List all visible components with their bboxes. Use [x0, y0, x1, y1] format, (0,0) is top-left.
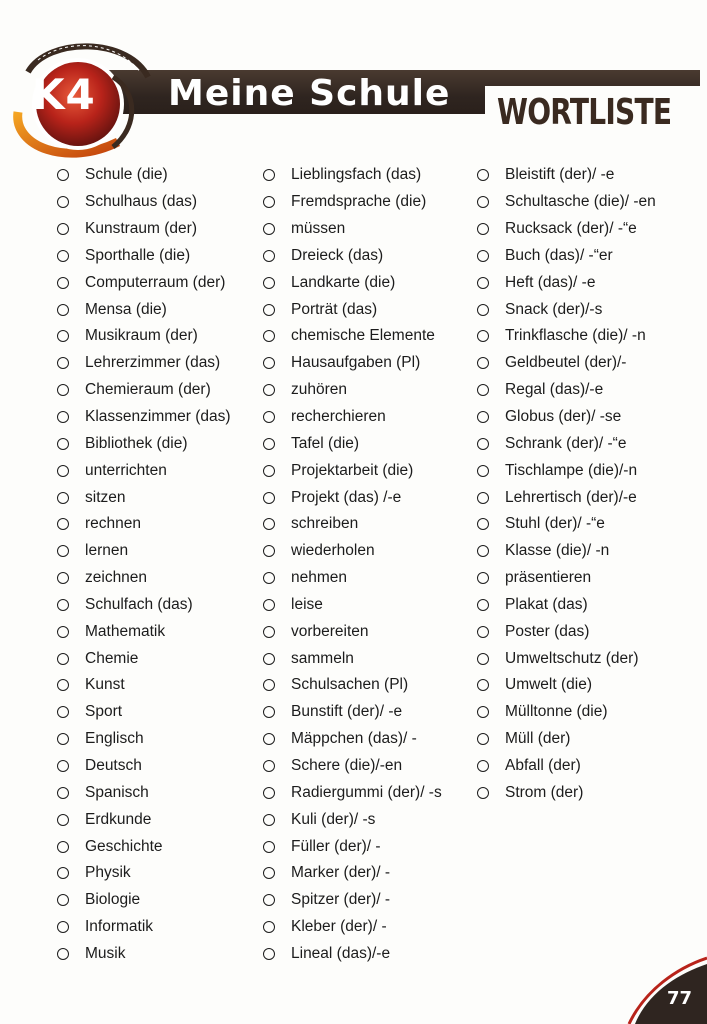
word-label: Schulhaus (das): [85, 193, 198, 211]
list-item: [57, 243, 231, 270]
word-label: rechnen: [85, 515, 142, 533]
checkbox-circle-icon[interactable]: [477, 357, 489, 369]
list-item: [57, 323, 231, 350]
word-label: Trinkflasche (die)/ -n: [505, 327, 646, 345]
checkbox-circle-icon[interactable]: [263, 572, 275, 584]
list-item: [477, 592, 656, 619]
chapter-badge-label: K4: [32, 70, 96, 119]
word-label: Lehrerzimmer (das): [85, 354, 221, 372]
checkbox-circle-icon[interactable]: [263, 277, 275, 289]
checkbox-circle-icon[interactable]: [477, 572, 489, 584]
checkbox-circle-icon[interactable]: [57, 841, 69, 853]
checkbox-circle-icon[interactable]: [57, 760, 69, 772]
checkbox-circle-icon[interactable]: [477, 411, 489, 423]
list-item: [57, 296, 231, 323]
word-label: Snack (der)/-s: [505, 300, 603, 318]
list-item: [57, 860, 231, 887]
word-column-3: [477, 162, 656, 806]
checkbox-circle-icon[interactable]: [263, 867, 275, 879]
word-label: sammeln: [291, 649, 354, 667]
word-label: Mäppchen (das)/ -: [291, 730, 417, 748]
list-item: [477, 296, 656, 323]
list-item: [263, 753, 442, 780]
word-label: Tischlampe (die)/-n: [505, 461, 638, 479]
word-label: Geschichte: [85, 837, 163, 855]
list-item: [263, 269, 442, 296]
word-label: Rucksack (der)/ -“e: [505, 220, 637, 238]
word-label: Mathematik: [85, 622, 166, 640]
list-item: [263, 296, 442, 323]
list-item: [57, 538, 231, 565]
word-label: Projektarbeit (die): [291, 461, 414, 479]
checkbox-circle-icon[interactable]: [57, 867, 69, 879]
word-label: lernen: [85, 542, 129, 560]
word-label: Porträt (das): [291, 300, 378, 318]
word-label: Lineal (das)/-e: [291, 944, 391, 962]
list-item: [477, 162, 656, 189]
word-label: Sport: [85, 703, 123, 721]
checkbox-circle-icon[interactable]: [57, 169, 69, 181]
list-item: [57, 162, 231, 189]
list-item: [477, 430, 656, 457]
word-label: Erdkunde: [85, 810, 152, 828]
word-label: präsentieren: [505, 569, 592, 587]
checkbox-circle-icon[interactable]: [263, 599, 275, 611]
list-item: [477, 565, 656, 592]
word-label: sitzen: [85, 488, 126, 506]
word-label: Heft (das)/ -e: [505, 273, 596, 291]
word-label: Computerraum (der): [85, 273, 226, 291]
list-item: [477, 216, 656, 243]
list-item: [57, 887, 231, 914]
list-item: [263, 404, 442, 431]
word-label: Buch (das)/ -“er: [505, 246, 613, 264]
word-label: Klasse (die)/ -n: [505, 542, 610, 560]
checkbox-circle-icon[interactable]: [57, 894, 69, 906]
checkbox-circle-icon[interactable]: [57, 223, 69, 235]
list-item: [57, 189, 231, 216]
word-label: Schere (die)/-en: [291, 756, 403, 774]
word-label: Stuhl (der)/ -“e: [505, 515, 605, 533]
checkbox-circle-icon[interactable]: [263, 545, 275, 557]
checkbox-circle-icon[interactable]: [263, 733, 275, 745]
word-label: Bleistift (der)/ -e: [505, 166, 615, 184]
list-item: [57, 645, 231, 672]
list-item: [263, 538, 442, 565]
list-item: [263, 726, 442, 753]
list-item: [57, 511, 231, 538]
checkbox-circle-icon[interactable]: [477, 787, 489, 799]
list-item: [57, 779, 231, 806]
word-label: Bibliothek (die): [85, 434, 188, 452]
checkbox-circle-icon[interactable]: [57, 518, 69, 530]
word-label: nehmen: [291, 569, 348, 587]
list-item: [263, 860, 442, 887]
word-label: Lehrertisch (der)/-e: [505, 488, 637, 506]
checkbox-circle-icon[interactable]: [263, 653, 275, 665]
list-item: [57, 672, 231, 699]
checkbox-circle-icon[interactable]: [477, 626, 489, 638]
checkbox-circle-icon[interactable]: [477, 760, 489, 772]
list-item: [263, 430, 442, 457]
list-item: [477, 618, 656, 645]
word-label: Klassenzimmer (das): [85, 408, 231, 426]
word-label: Umwelt (die): [505, 676, 592, 694]
checkbox-circle-icon[interactable]: [57, 921, 69, 933]
list-item: [477, 538, 656, 565]
list-item: [477, 699, 656, 726]
checkbox-circle-icon[interactable]: [477, 169, 489, 181]
word-label: Musik: [85, 944, 126, 962]
checkbox-circle-icon[interactable]: [57, 196, 69, 208]
checkbox-circle-icon[interactable]: [57, 492, 69, 504]
list-item: [263, 377, 442, 404]
word-label: vorbereiten: [291, 622, 369, 640]
word-label: zeichnen: [85, 569, 148, 587]
word-label: Regal (das)/-e: [505, 381, 604, 399]
wortliste-heading: WORTLISTE: [497, 92, 672, 133]
list-item: [263, 940, 442, 967]
word-label: Kunst: [85, 676, 125, 694]
checkbox-circle-icon[interactable]: [57, 626, 69, 638]
checkbox-circle-icon[interactable]: [263, 814, 275, 826]
word-label: recherchieren: [291, 408, 386, 426]
word-label: Lieblingsfach (das): [291, 166, 422, 184]
list-item: [263, 592, 442, 619]
checkbox-circle-icon[interactable]: [477, 196, 489, 208]
word-label: Chemie: [85, 649, 139, 667]
word-label: Füller (der)/ -: [291, 837, 381, 855]
word-label: Kunstraum (der): [85, 220, 197, 238]
word-label: Umweltschutz (der): [505, 649, 639, 667]
list-item: [263, 243, 442, 270]
list-item: [57, 350, 231, 377]
checkbox-circle-icon[interactable]: [477, 599, 489, 611]
list-item: [477, 484, 656, 511]
checkbox-circle-icon[interactable]: [57, 250, 69, 262]
checkbox-circle-icon[interactable]: [57, 465, 69, 477]
page-number: 77: [667, 988, 693, 1009]
checkbox-circle-icon[interactable]: [263, 411, 275, 423]
word-label: Schultasche (die)/ -en: [505, 193, 656, 211]
word-label: Bunstift (der)/ -e: [291, 703, 403, 721]
checkbox-circle-icon[interactable]: [477, 250, 489, 262]
word-column-2: [263, 162, 442, 967]
list-item: [477, 350, 656, 377]
list-item: [263, 484, 442, 511]
page-title: Meine Schule: [168, 73, 451, 114]
list-item: [477, 753, 656, 780]
checkbox-circle-icon[interactable]: [477, 330, 489, 342]
checkbox-circle-icon[interactable]: [477, 679, 489, 691]
checkbox-circle-icon[interactable]: [263, 894, 275, 906]
checkbox-circle-icon[interactable]: [263, 250, 275, 262]
word-label: Landkarte (die): [291, 273, 396, 291]
list-item: [263, 350, 442, 377]
list-item: [263, 457, 442, 484]
word-label: wiederholen: [291, 542, 375, 560]
word-label: Mensa (die): [85, 300, 167, 318]
list-item: [477, 457, 656, 484]
list-item: [477, 189, 656, 216]
word-label: Abfall (der): [505, 756, 581, 774]
checkbox-circle-icon[interactable]: [57, 814, 69, 826]
checkbox-circle-icon[interactable]: [477, 492, 489, 504]
list-item: [263, 189, 442, 216]
list-item: [477, 404, 656, 431]
word-label: Physik: [85, 864, 131, 882]
list-item: [57, 618, 231, 645]
checkbox-circle-icon[interactable]: [263, 357, 275, 369]
checkbox-circle-icon[interactable]: [57, 653, 69, 665]
checkbox-circle-icon[interactable]: [477, 706, 489, 718]
checkbox-circle-icon[interactable]: [57, 733, 69, 745]
list-item: [263, 672, 442, 699]
word-label: Schule (die): [85, 166, 168, 184]
word-label: Tafel (die): [291, 434, 360, 452]
list-item: [57, 914, 231, 941]
checkbox-circle-icon[interactable]: [477, 223, 489, 235]
checkbox-circle-icon[interactable]: [263, 492, 275, 504]
checkbox-circle-icon[interactable]: [263, 706, 275, 718]
list-item: [57, 833, 231, 860]
list-item: [477, 323, 656, 350]
word-label: Plakat (das): [505, 595, 588, 613]
list-item: [57, 404, 231, 431]
word-label: Radiergummi (der)/ -s: [291, 783, 442, 801]
checkbox-circle-icon[interactable]: [477, 438, 489, 450]
checkbox-circle-icon[interactable]: [477, 653, 489, 665]
word-label: Müll (der): [505, 730, 571, 748]
word-label: müssen: [291, 220, 346, 238]
list-item: [477, 779, 656, 806]
checkbox-circle-icon[interactable]: [57, 572, 69, 584]
checkbox-circle-icon[interactable]: [477, 465, 489, 477]
word-column-1: [57, 162, 231, 967]
word-label: Fremdsprache (die): [291, 193, 427, 211]
list-item: [477, 726, 656, 753]
list-item: [477, 645, 656, 672]
list-item: [57, 699, 231, 726]
word-label: Informatik: [85, 918, 154, 936]
list-item: [57, 726, 231, 753]
word-label: chemische Elemente: [291, 327, 435, 345]
word-label: Hausaufgaben (Pl): [291, 354, 421, 372]
checkbox-circle-icon[interactable]: [263, 465, 275, 477]
list-item: [263, 162, 442, 189]
checkbox-circle-icon[interactable]: [263, 223, 275, 235]
checkbox-circle-icon[interactable]: [263, 304, 275, 316]
checkbox-circle-icon[interactable]: [263, 760, 275, 772]
list-item: [263, 565, 442, 592]
list-item: [263, 618, 442, 645]
checkbox-circle-icon[interactable]: [57, 948, 69, 960]
list-item: [263, 645, 442, 672]
checkbox-circle-icon[interactable]: [477, 277, 489, 289]
list-item: [263, 216, 442, 243]
word-label: Marker (der)/ -: [291, 864, 391, 882]
list-item: [57, 565, 231, 592]
word-label: Englisch: [85, 730, 144, 748]
checkbox-circle-icon[interactable]: [477, 733, 489, 745]
checkbox-circle-icon[interactable]: [263, 841, 275, 853]
list-item: [263, 323, 442, 350]
checkbox-circle-icon[interactable]: [57, 545, 69, 557]
word-label: Globus (der)/ -se: [505, 408, 622, 426]
page-header: [0, 0, 707, 170]
word-label: Mülltonne (die): [505, 703, 608, 721]
checkbox-circle-icon[interactable]: [263, 626, 275, 638]
checkbox-circle-icon[interactable]: [57, 438, 69, 450]
word-label: leise: [291, 595, 323, 613]
list-item: [57, 753, 231, 780]
list-item: [477, 269, 656, 296]
word-label: Schulfach (das): [85, 595, 193, 613]
checkbox-circle-icon[interactable]: [263, 948, 275, 960]
list-item: [263, 914, 442, 941]
checkbox-circle-icon[interactable]: [477, 384, 489, 396]
checkbox-circle-icon[interactable]: [57, 599, 69, 611]
word-label: Musikraum (der): [85, 327, 198, 345]
word-label: Spitzer (der)/ -: [291, 891, 391, 909]
list-item: [263, 699, 442, 726]
checkbox-circle-icon[interactable]: [263, 169, 275, 181]
list-item: [263, 833, 442, 860]
checkbox-circle-icon[interactable]: [57, 357, 69, 369]
checkbox-circle-icon[interactable]: [263, 196, 275, 208]
checkbox-circle-icon[interactable]: [57, 679, 69, 691]
list-item: [263, 511, 442, 538]
list-item: [477, 243, 656, 270]
word-label: schreiben: [291, 515, 359, 533]
checkbox-circle-icon[interactable]: [57, 304, 69, 316]
checkbox-circle-icon[interactable]: [477, 304, 489, 316]
word-label: Geldbeutel (der)/-: [505, 354, 627, 372]
list-item: [57, 806, 231, 833]
checkbox-circle-icon[interactable]: [263, 384, 275, 396]
checkbox-circle-icon[interactable]: [263, 330, 275, 342]
list-item: [57, 430, 231, 457]
list-item: [57, 940, 231, 967]
word-label: Kuli (der)/ -s: [291, 810, 376, 828]
list-item: [477, 672, 656, 699]
list-item: [477, 377, 656, 404]
word-label: unterrichten: [85, 461, 167, 479]
word-label: zuhören: [291, 381, 348, 399]
checkbox-circle-icon[interactable]: [57, 384, 69, 396]
word-label: Schulsachen (Pl): [291, 676, 409, 694]
checkbox-circle-icon[interactable]: [57, 411, 69, 423]
list-item: [263, 779, 442, 806]
word-label: Strom (der): [505, 783, 584, 801]
checkbox-circle-icon[interactable]: [263, 679, 275, 691]
list-item: [57, 457, 231, 484]
word-label: Kleber (der)/ -: [291, 918, 387, 936]
checkbox-circle-icon[interactable]: [263, 787, 275, 799]
word-label: Schrank (der)/ -“e: [505, 434, 627, 452]
word-label: Projekt (das) /-e: [291, 488, 402, 506]
checkbox-circle-icon[interactable]: [477, 545, 489, 557]
checkbox-circle-icon[interactable]: [57, 330, 69, 342]
list-item: [57, 216, 231, 243]
checkbox-circle-icon[interactable]: [477, 518, 489, 530]
checkbox-circle-icon[interactable]: [57, 277, 69, 289]
list-item: [263, 806, 442, 833]
checkbox-circle-icon[interactable]: [263, 921, 275, 933]
word-label: Spanisch: [85, 783, 149, 801]
page-corner-tab: [627, 944, 707, 1024]
checkbox-circle-icon[interactable]: [57, 706, 69, 718]
list-item: [57, 377, 231, 404]
list-item: [477, 511, 656, 538]
list-item: [57, 484, 231, 511]
word-label: Biologie: [85, 891, 141, 909]
list-item: [57, 269, 231, 296]
checkbox-circle-icon[interactable]: [57, 787, 69, 799]
word-label: Poster (das): [505, 622, 590, 640]
checkbox-circle-icon[interactable]: [263, 518, 275, 530]
word-label: Dreieck (das): [291, 246, 384, 264]
list-item: [57, 592, 231, 619]
word-label: Chemieraum (der): [85, 381, 211, 399]
word-label: Deutsch: [85, 756, 142, 774]
checkbox-circle-icon[interactable]: [263, 438, 275, 450]
list-item: [263, 887, 442, 914]
word-label: Sporthalle (die): [85, 246, 191, 264]
